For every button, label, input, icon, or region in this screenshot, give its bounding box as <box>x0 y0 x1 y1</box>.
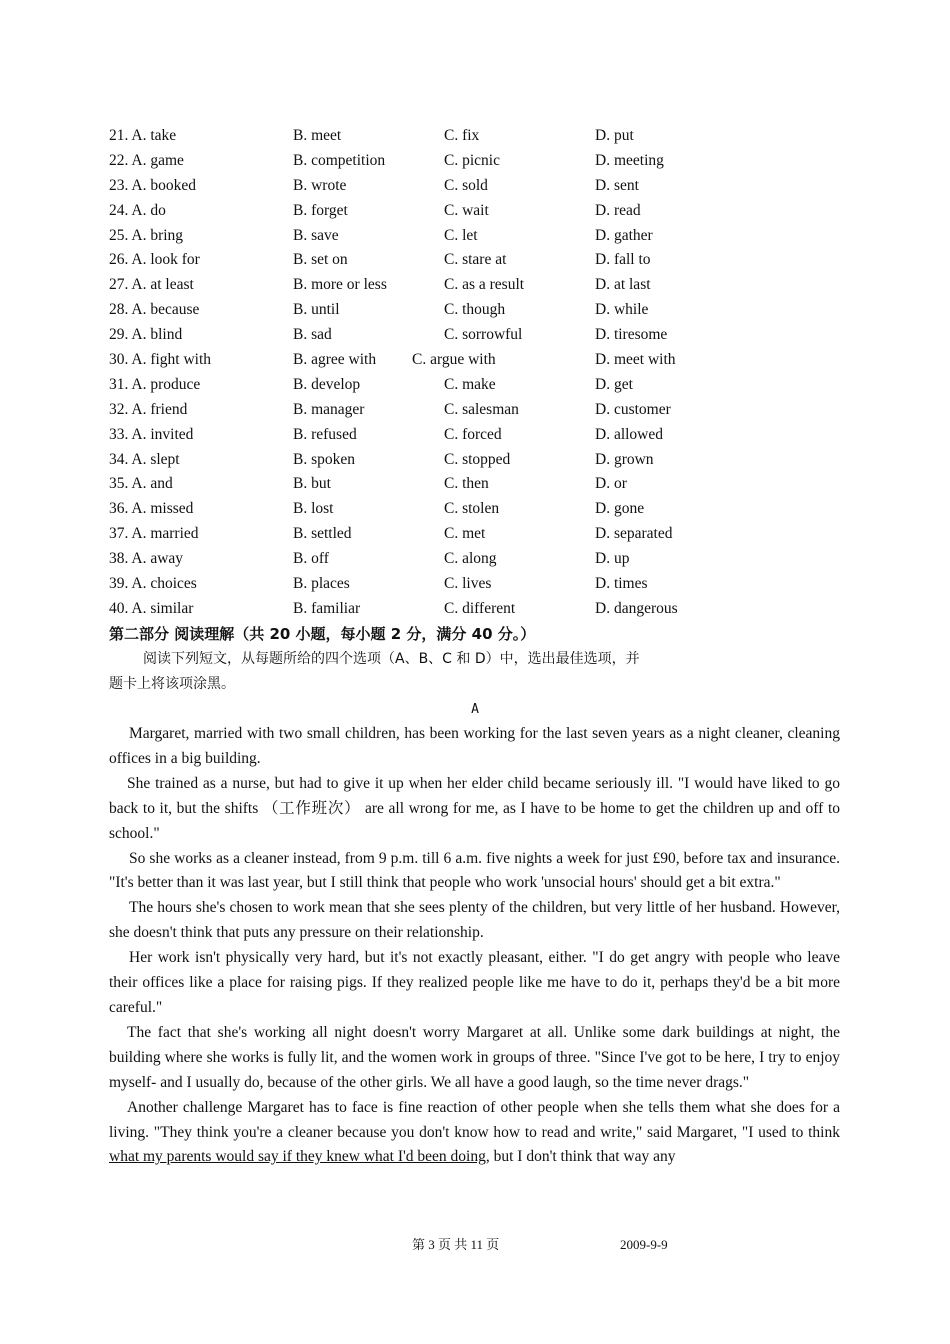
option-d: D. dangerous <box>595 599 678 617</box>
option-c: C. though <box>444 301 506 319</box>
passage-paragraph: So she works as a cleaner instead, from 9 p.m. till 6 a.m. five nights a week for just £90, before tax and insurance. "It's better than it was last year, but I still think that people who work 'unsocial hours' should get a bit extra." <box>109 849 840 892</box>
option-b: B. refused <box>293 425 357 443</box>
instructions <box>109 647 729 697</box>
option-d: D. meeting <box>595 151 664 169</box>
option-a: 38. A. away <box>109 550 184 568</box>
passage-paragraph: Her work isn't physically very hard, but it's not exactly pleasant, either. "I do get angry with people who leave their offices like a place for raising pigs. If they realized people like me have to do it, perhaps they'd be a bit more careful." <box>109 949 840 1016</box>
footer-date: 2009-9-9 <box>620 1237 668 1252</box>
option-c: C. stopped <box>444 450 511 468</box>
option-c: C. salesman <box>444 400 519 418</box>
option-d: D. gone <box>595 500 645 518</box>
option-a: 26. A. look for <box>109 251 200 269</box>
option-a: 39. A. choices <box>109 575 197 593</box>
option-a: 22. A. game <box>109 151 184 169</box>
option-d: D. at last <box>595 276 651 294</box>
option-a: 31. A. produce <box>109 375 201 393</box>
option-c: C. different <box>444 599 516 617</box>
passage-label: A <box>471 702 479 717</box>
option-a: 28. A. because <box>109 301 200 319</box>
option-d: D. fall to <box>595 251 651 269</box>
option-a: 25. A. bring <box>109 226 184 244</box>
option-d: D. tiresome <box>595 326 668 344</box>
option-row <box>109 174 849 199</box>
option-a: 24. A. do <box>109 201 166 219</box>
option-b: B. meet <box>293 127 342 144</box>
option-d: D. gather <box>595 226 653 244</box>
option-row <box>109 547 849 572</box>
option-b: B. but <box>293 475 331 493</box>
option-b: B. agree with <box>293 351 377 369</box>
section-heading: 第二部分 阅读理解（共 20 小题，每小题 2 分，满分 40 分。） <box>109 625 536 643</box>
option-row <box>109 348 849 373</box>
option-b: B. familiar <box>293 599 361 617</box>
option-c: C. met <box>444 525 486 543</box>
option-b: B. more or less <box>293 276 387 294</box>
cloze-options <box>109 124 849 622</box>
option-row <box>109 124 849 149</box>
option-row <box>109 248 849 273</box>
option-a: 32. A. friend <box>109 400 188 418</box>
option-b: B. manager <box>293 400 365 418</box>
option-c: C. sold <box>444 176 488 194</box>
option-row <box>109 423 849 448</box>
option-a: 35. A. and <box>109 475 173 493</box>
option-a: 36. A. missed <box>109 500 194 518</box>
option-b: B. off <box>293 550 329 568</box>
option-b: B. until <box>293 301 340 319</box>
option-d: D. sent <box>595 176 639 194</box>
option-d: D. separated <box>595 525 673 543</box>
option-b: B. save <box>293 226 339 244</box>
option-b: B. spoken <box>293 450 355 468</box>
option-b: B. competition <box>293 151 386 169</box>
passage-paragraph-last <box>109 1096 840 1171</box>
option-row <box>109 149 849 174</box>
option-row <box>109 323 849 348</box>
option-c: C. fix <box>444 127 480 144</box>
option-a: 33. A. invited <box>109 425 194 443</box>
option-c: C. argue with <box>412 351 496 369</box>
option-c: C. then <box>444 475 489 493</box>
paragraph-text: Another challenge Margaret has to face is fine reaction of other people when she tells them what she does for a living. "They think you're a cleaner because you don't know how to read and write," said Margaret, "I used to think <box>109 1098 840 1141</box>
option-c: C. picnic <box>444 151 500 169</box>
option-row <box>109 572 849 597</box>
option-a: 37. A. married <box>109 525 199 543</box>
page-number: 第 3 页 共 11 页 <box>412 1237 500 1252</box>
option-a: 34. A. slept <box>109 450 180 468</box>
option-row <box>109 597 849 622</box>
passage-paragraph: Margaret, married with two small children, has been working for the last seven years as a night cleaner, cleaning offices in a big building. <box>109 725 840 767</box>
option-row <box>109 522 849 547</box>
option-b: B. wrote <box>293 176 347 194</box>
option-b: B. set on <box>293 251 348 269</box>
option-b: B. settled <box>293 525 352 543</box>
option-row <box>109 273 849 298</box>
passage-paragraph: The hours she's chosen to work mean that she sees plenty of the children, but very little of her husband. However, she doesn't think that puts any pressure on their relationship. <box>109 899 840 942</box>
option-row <box>109 472 849 497</box>
option-row <box>109 398 849 423</box>
option-b: B. lost <box>293 500 334 518</box>
option-c: C. lives <box>444 575 492 593</box>
passage-paragraph: She trained as a nurse, but had to give it up when her elder child became seriously ill. "I would have liked to go back to it, but the shifts （工作班次） are all wrong for me, as I have to be home to get the children up and off to school." <box>109 774 840 842</box>
option-row <box>109 224 849 249</box>
option-d: D. grown <box>595 450 654 468</box>
instruction-line-2: 题卡上将该项涂黑。 <box>109 676 235 692</box>
option-c: C. along <box>444 550 497 568</box>
option-c: C. make <box>444 375 496 393</box>
option-row <box>109 298 849 323</box>
option-row <box>109 373 849 398</box>
option-b: B. forget <box>293 201 348 219</box>
paragraph-text: , but I don't think that way any <box>485 1148 676 1166</box>
option-c: C. stolen <box>444 500 500 518</box>
option-a: 23. A. booked <box>109 176 196 194</box>
option-row <box>109 497 849 522</box>
option-row <box>109 448 849 473</box>
option-a: 29. A. blind <box>109 326 183 344</box>
option-d: D. customer <box>595 400 671 418</box>
instruction-line-1: 阅读下列短文，从每题所给的四个选项（A、B、C 和 D）中，选出最佳选项，并 <box>143 651 640 667</box>
option-d: D. put <box>595 127 634 144</box>
option-d: D. get <box>595 375 633 393</box>
option-a: 30. A. fight with <box>109 351 212 369</box>
option-b: B. develop <box>293 375 361 393</box>
option-b: B. places <box>293 575 350 593</box>
option-c: C. stare at <box>444 251 507 269</box>
option-b: B. sad <box>293 326 332 344</box>
option-a: 27. A. at least <box>109 276 194 294</box>
option-d: D. read <box>595 201 641 219</box>
option-d: D. meet with <box>595 351 676 369</box>
underlined-phrase: what my parents would say if they knew what I'd been doing <box>109 1148 486 1166</box>
option-c: C. sorrowful <box>444 326 523 344</box>
option-c: C. as a result <box>444 276 525 294</box>
passage-paragraph: The fact that she's working all night doesn't worry Margaret at all. Unlike some dark buildings at night, the building where she works is fully lit, and the women work in groups of three. "Since I've got to be here, I try to enjoy myself- and I usually do, because of the other girls. We all have a good laugh, so the time never drags." <box>109 1023 840 1091</box>
option-row <box>109 199 849 224</box>
option-d: D. or <box>595 475 627 493</box>
option-c: C. let <box>444 226 478 244</box>
reading-passage <box>109 722 840 1170</box>
option-d: D. while <box>595 301 649 319</box>
option-d: D. allowed <box>595 425 664 443</box>
option-a: 40. A. similar <box>109 599 194 617</box>
option-d: D. up <box>595 550 630 568</box>
option-d: D. times <box>595 575 648 593</box>
option-a: 21. A. take <box>109 127 177 144</box>
option-c: C. wait <box>444 201 489 219</box>
option-c: C. forced <box>444 425 502 443</box>
